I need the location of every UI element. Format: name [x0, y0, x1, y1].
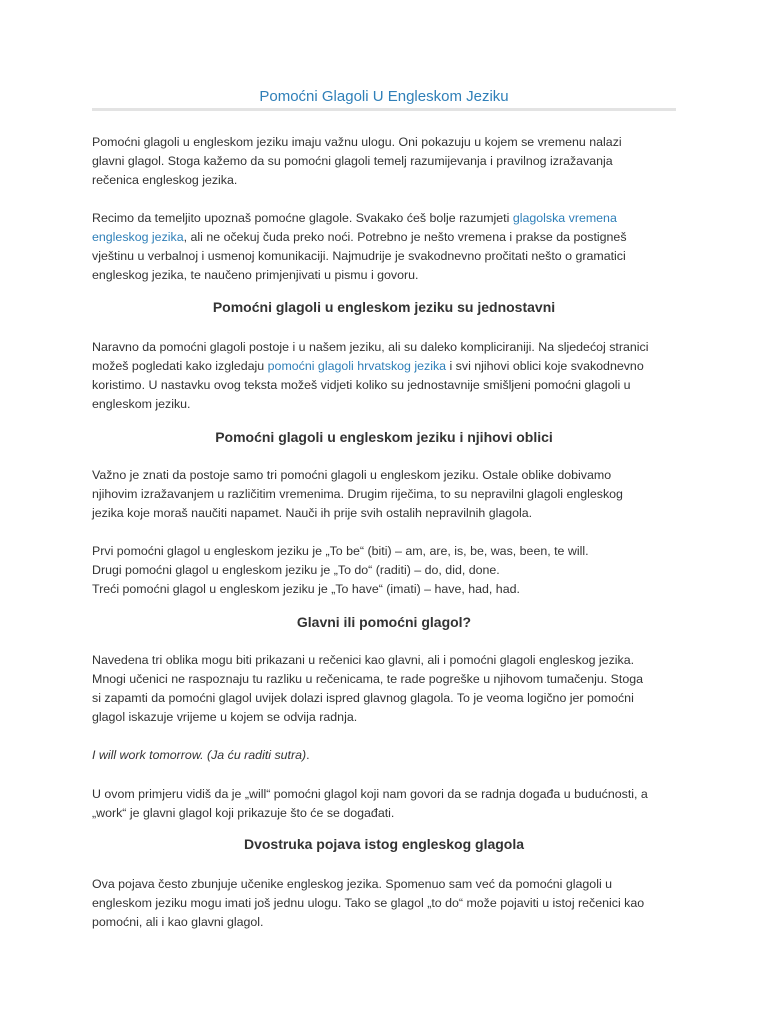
paragraph-5: [92, 542, 676, 599]
text-line: glavni glagol. Stoga kažemo da su pomoćni glagoli temelj razumijevanja i pravilnog izražavanja: [92, 154, 613, 168]
text-line: Pomoćni glagoli u engleskom jeziku imaju važnu ulogu. Oni pokazuju u kojem se vremenu nalazi: [92, 135, 622, 149]
example-italic: I will work tomorrow. (Ja ću raditi sutra): [92, 748, 307, 762]
text-line: Važno je znati da postoje samo tri pomoćni glagoli u engleskom jeziku. Ostale oblike dobivamo: [92, 468, 612, 482]
text-line: [92, 228, 676, 247]
text-line: [92, 209, 676, 228]
text-line: Naravno da pomoćni glagoli postoje i u našem jeziku, ali su daleko komplicirаniji. Na sljedećoj stranici: [92, 340, 649, 354]
text-line: U ovom primjeru vidiš da je „will“ pomoćni glagol koji nam govori da se radnja događa u budućnosti, a: [92, 787, 648, 801]
paragraph-4: [92, 466, 676, 523]
paragraph-3: [92, 338, 676, 414]
text-line: glagol iskazuje vrijeme u kojem se odvija radnja.: [92, 710, 358, 724]
paragraph-8: [92, 875, 676, 932]
text-line: njihovim izražavanjem u različitim vremenima. Drugim riječima, to su nepravilni glagoli engleskog: [92, 487, 623, 501]
text-line: Treći pomoćni glagol u engleskom jeziku je „To have“ (imati) – have, had, had.: [92, 582, 520, 596]
intro-paragraph: [92, 133, 676, 190]
paragraph-6: [92, 651, 676, 727]
section-heading-4: Dvostruka pojava istog engleskog glagola: [243, 836, 525, 852]
glagolska-vremena-link[interactable]: glagolska vremena: [512, 211, 617, 225]
text-line: Mnogi učenici ne raspoznaju tu razliku u rečenicama, te rade pogreške u njihovom tumačenju. Stoga: [92, 672, 644, 686]
text-line: engleskom jeziku mogu imati još jednu ulogu. Tako se glagol „to do“ može pojaviti u istoj rečenici kao: [92, 896, 645, 910]
text-line: Drugi pomoćni glagol u engleskom jeziku je „To do“ (raditi) – do, did, done.: [92, 563, 500, 577]
text-line: engleskog jezika, te naučeno primjenjivati u pismu i govoru.: [92, 268, 419, 282]
text-line: [92, 357, 676, 376]
text-line: „work“ je glavni glagol koji prikazuje što će se događati.: [92, 806, 395, 820]
text-segment: .: [306, 748, 310, 762]
section-heading-1: Pomoćni glagoli u engleskom jeziku su jednostavni: [212, 299, 556, 315]
text-line: rečenica engleskog jezika.: [92, 173, 238, 187]
paragraph-7: [92, 785, 676, 823]
text-line: si zapamti da pomoćni glagol uvijek dolazi ispred glavnog glagola. To je veoma logično jer pomoćni: [92, 691, 634, 705]
text-segment: i svi njihovi oblici koje svakodnevno: [446, 359, 644, 373]
hrvatski-glagoli-link[interactable]: pomoćni glagoli hrvatskog jezika: [267, 359, 447, 373]
text-line: pomoćni, ali i kao glavni glagol.: [92, 915, 264, 929]
paragraph-2: [92, 209, 676, 285]
section-heading-2: Pomoćni glagoli u engleskom jeziku i njihovi oblici: [215, 429, 553, 445]
text-line: koristimo. U nastavku ovog teksta možeš vidjeti koliko su jednostavnije smišljeni pomoćni glagoli u: [92, 378, 631, 392]
text-line: vještinu u verbalnoj i usmenoj komunikaciji. Najmudrije je svakodnevno pročitati nešto o gramatici: [92, 249, 626, 263]
text-segment: možeš pogledati kako izgledaju: [92, 359, 268, 373]
text-line: [92, 746, 676, 765]
glagolska-vremena-link-cont[interactable]: engleskog jezika: [92, 230, 184, 244]
text-line: engleskom jeziku.: [92, 397, 191, 411]
text-line: jezika koje moraš naučiti napamet. Nauči ih prije svih ostalih nepravilnih glagola.: [92, 506, 533, 520]
text-line: Ova pojava često zbunjuje učenike engleskog jezika. Spomenuo sam već da pomoćni glagoli u: [92, 877, 613, 891]
text-segment: , ali ne očekuj čuda preko noći. Potrebno je nešto vremena i prakse da postigneš: [183, 230, 627, 244]
section-heading-3: Glavni ili pomoćni glagol?: [296, 614, 472, 630]
text-segment: Recimo da temeljito upoznaš pomoćne glagole. Svakako ćeš bolje razumjeti: [92, 211, 513, 225]
text-line: Navedena tri oblika mogu biti prikazani u rečenici kao glavni, ali i pomoćni glagoli engleskog jezika.: [92, 653, 635, 667]
page-title: Pomoćni Glagoli U Engleskom Jeziku: [259, 88, 509, 105]
text-line: Prvi pomoćni glagol u engleskom jeziku je „To be“ (biti) – am, are, is, be, was, been, te will.: [92, 544, 589, 558]
example-sentence: [92, 746, 676, 765]
title-divider: [92, 108, 676, 111]
